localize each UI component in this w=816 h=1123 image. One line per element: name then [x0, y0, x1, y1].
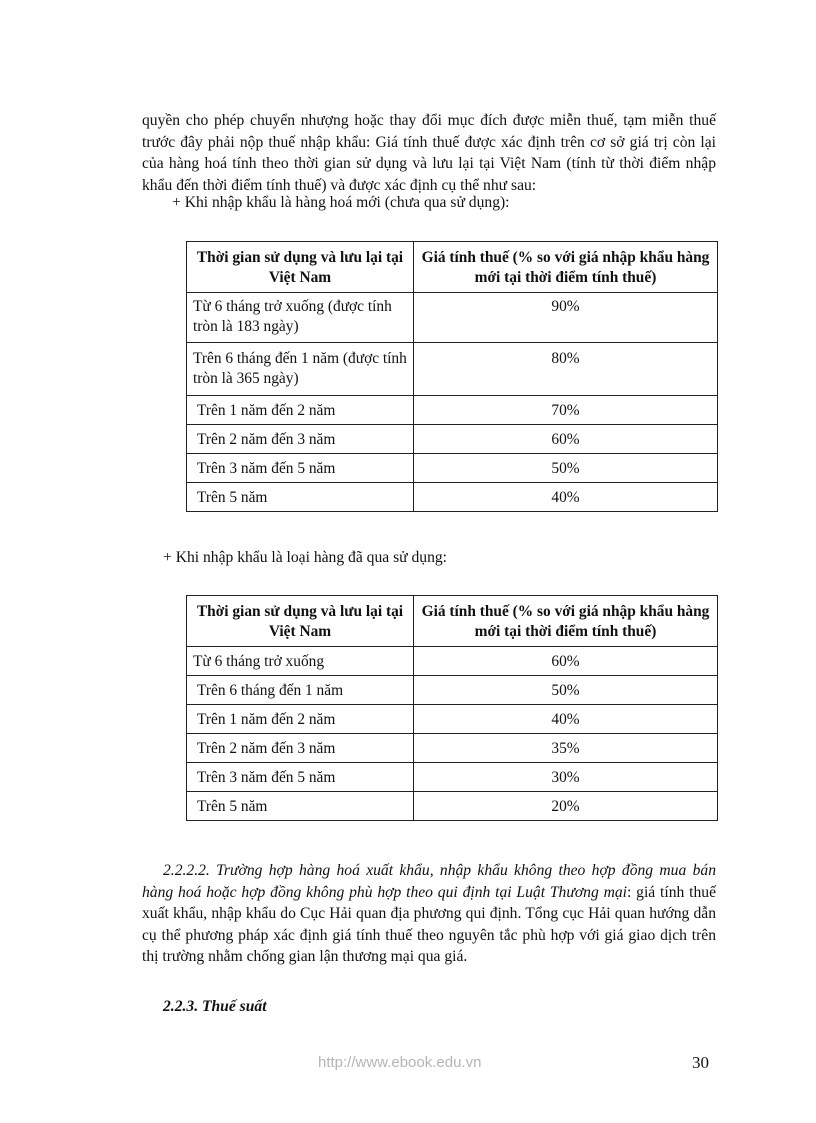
row-period: Trên 2 năm đến 3 năm [187, 734, 414, 763]
row-period: Trên 3 năm đến 5 năm [187, 454, 414, 483]
header-rate: Giá tính thuế (% so với giá nhập khẩu hàng mới tại thời điểm tính thuế) [414, 596, 718, 647]
section-2222-paragraph [142, 860, 716, 968]
row-period [187, 343, 414, 396]
page-number: 30 [692, 1053, 709, 1072]
row-period: Trên 6 tháng đến 1 năm [187, 676, 414, 705]
section-223-heading: 2.2.3. Thuế suất [163, 998, 267, 1015]
row-rate: 60% [414, 425, 718, 454]
header-period: Thời gian sử dụng và lưu lại tại Việt Nam [187, 242, 414, 293]
row-period: Từ 6 tháng trở xuống [187, 647, 414, 676]
table-used-goods [186, 595, 718, 821]
table-row [187, 396, 718, 425]
header-rate: Giá tính thuế (% so với giá nhập khẩu hàng mới tại thời điểm tính thuế) [414, 242, 718, 293]
row-period-text: Từ 6 tháng trở xuống (được tính tròn là 183 ngày) [193, 298, 392, 335]
footer-url: http://www.ebook.edu.vn [318, 1054, 482, 1071]
row-period: Trên 3 năm đến 5 năm [187, 763, 414, 792]
table-row [187, 705, 718, 734]
table-row [187, 293, 718, 343]
row-period [187, 293, 414, 343]
header-period: Thời gian sử dụng và lưu lại tại Việt Nam [187, 596, 414, 647]
section-2222-number: 2.2.2.2. [163, 862, 210, 879]
section-2222-title: Trường hợp hàng hoá xuất khẩu, nhập khẩu không theo hợp đồng mua bán hàng hoá hoặc hợp đồng không phù hợp theo qui định tại Luật Thương mại [142, 862, 716, 901]
table-row [187, 734, 718, 763]
table-header-row [187, 242, 718, 293]
intro-paragraph: quyền cho phép chuyển nhượng hoặc thay đổi mục đích được miễn thuế, tạm miễn thuế trước đây phải nộp thuế nhập khẩu: Giá tính thuế được xác định trên cơ sở giá trị còn lại của hàng hoá tính theo thời gian sử dụng và lưu lại tại Việt Nam (tính từ thời điểm nhập khẩu đến thời điểm tính thuế) và được xác định cụ thể như sau: [142, 112, 716, 194]
table-header-row [187, 596, 718, 647]
row-rate: 80% [414, 343, 718, 396]
table-row [187, 647, 718, 676]
row-rate: 50% [414, 676, 718, 705]
table-row [187, 763, 718, 792]
table-new-goods [186, 241, 718, 512]
row-period-text: Trên 6 tháng đến 1 năm (được tính tròn là 365 ngày) [193, 350, 407, 387]
case-new-goods-lead: + Khi nhập khẩu là hàng hoá mới (chưa qua sử dụng): [172, 194, 510, 211]
table-row [187, 343, 718, 396]
row-rate: 40% [414, 483, 718, 512]
row-period: Trên 2 năm đến 3 năm [187, 425, 414, 454]
row-period: Trên 1 năm đến 2 năm [187, 396, 414, 425]
row-rate: 90% [414, 293, 718, 343]
row-rate: 50% [414, 454, 718, 483]
row-rate: 40% [414, 705, 718, 734]
table-row [187, 792, 718, 821]
row-period: Trên 5 năm [187, 792, 414, 821]
table-row [187, 676, 718, 705]
section-2222-body: : giá tính thuế xuất khẩu, nhập khẩu do Cục Hải quan địa phương qui định. Tổng cục Hải quan hướng dẫn cụ thể phương pháp xác định giá tính thuế theo nguyên tắc phù hợp với giá giao dịch trên thị trường nhằm chống gian lận thương mại qua giá. [142, 883, 717, 965]
row-rate: 60% [414, 647, 718, 676]
row-period: Trên 5 năm [187, 483, 414, 512]
case-used-goods-lead: + Khi nhập khẩu là loại hàng đã qua sử dụng: [163, 549, 448, 566]
table-row [187, 454, 718, 483]
row-rate: 20% [414, 792, 718, 821]
table-row [187, 483, 718, 512]
row-rate: 70% [414, 396, 718, 425]
row-rate: 35% [414, 734, 718, 763]
table-row [187, 425, 718, 454]
row-rate: 30% [414, 763, 718, 792]
row-period: Trên 1 năm đến 2 năm [187, 705, 414, 734]
